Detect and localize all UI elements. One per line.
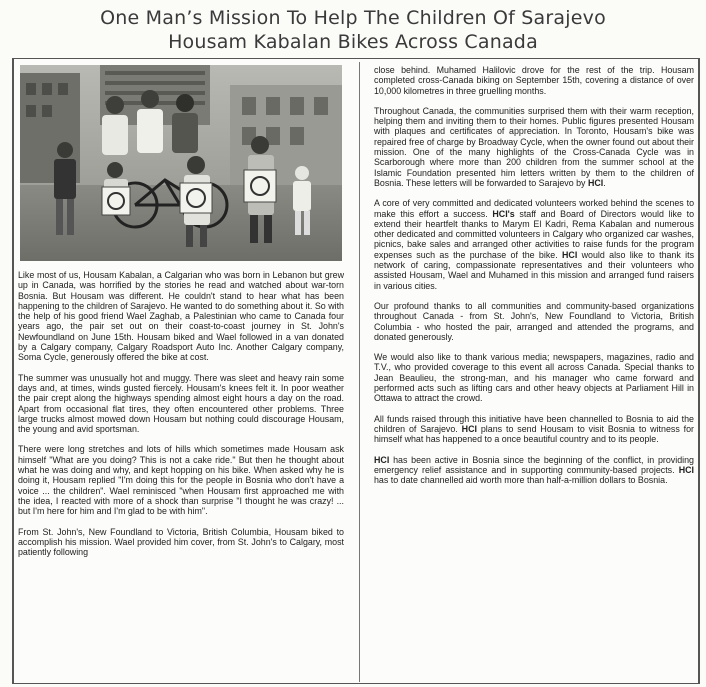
hci-name: HCI — [562, 249, 578, 260]
right-paragraph-3-text-c: would also like to thank its network of caring, compassionate representatives and their volunteers who assisted Housam, Wael and Muhamed in this mission and arranged fund raisers in various cities. — [374, 249, 695, 291]
right-paragraph-3 — [374, 198, 694, 291]
headline-line-1: One Man’s Mission To Help The Children Of Sarajevo — [100, 7, 606, 29]
column-divider — [359, 62, 360, 682]
hci-possessive: HCI's — [492, 208, 515, 219]
right-paragraph-7 — [374, 455, 694, 486]
left-paragraph-3: There were long stretches and lots of hills which sometimes made Housam ask himself "What are you doing? This is not a cake ride." But then he thought about what he was doing and why, and kept hopping on his bike. When asked why he is doing it, Housam replied "I'm doing this for the people in Bosnia who don't have a voice ... the children". Wael reminisced "when Housam first approached me with the idea, I reacted with more of a shock than surprise "I thought he was crazy! ... but I'm here for him and I'm glad to be with him". — [18, 444, 344, 517]
right-paragraph-3-text-b: staff and Board of Directors would like to extend their heartfelt thanks to Marym El Kadri, Rema Kabalan and numerous other dedicated and committed volunteers in Calgary who organized car washes, picnics, bake sales and arranged other activities to raise funds for the program expenses such as the purchase of the bike. — [374, 208, 694, 260]
hci-name: HCI — [678, 464, 694, 475]
right-paragraph-7-text-a: has been active in Bosnia since the beginning of the conflict, in providing emergency relief assistance and in supporting community-based projects. — [374, 454, 694, 475]
right-paragraph-1: close behind. Muhamed Halilovic drove for the rest of the trip. Housam completed cross-Canada biking on September 15th, covering a distance of over 10,000 kilometres in three gruelling months. — [374, 65, 694, 96]
hci-name: HCI — [374, 454, 390, 465]
right-paragraph-5: We would also like to thank various media; newspapers, magazines, radio and T.V., who provided coverage to this event all across Canada. Special thanks to Jean Beaulieu, the strong-man, and his manager who came forward and performed acts such as lifting cars and other heavy objects at Parliament Hill in Ottawa to attract the crowd. — [374, 352, 694, 404]
left-paragraph-2: The summer was unusually hot and muggy. There was sleet and heavy rain some days and, at times, winds gusted fiercely. Housam's knees felt it. In poor weather the pair crept along the highways spending almost eight hours a day on the road. Apart from occasional flat tires, they often encountered other problems. Three large trucks almost mowed down Housam but nothing could discourage Housam, the young and avid sportsman. — [18, 372, 344, 435]
left-column — [18, 270, 344, 557]
group-photo-image — [20, 65, 342, 261]
left-paragraph-1: Like most of us, Housam Kabalan, a Calgarian who was born in Lebanon but grew up in Canada, was horrified by the stories he read and watched about war-torn Bosnia. But Housam was different. He couldn't stand to hear what has been happening to the children of Sarajevo. He wanted to do something about it. So with the help of his good friend Wael Zaghab, a Palestinian who came to Canada four years ago, the pair set out on their coast-to-coast journey in St. John's Newfoundland on June 15th. Housam biked and Wael followed in a van donated by a Calgary company, Calgary Roadsport Auto Inc. Another Calgary company, Soma Cycle, generously offered the bike at cost. — [18, 270, 344, 363]
left-paragraph-4: From St. John's, New Foundland to Victoria, British Columbia, Housam biked to accomplish his mission. Wael provided him cover, from St. John's to Calgary, most patiently following — [18, 526, 344, 558]
headline — [0, 6, 706, 54]
right-paragraph-2-text: Throughout Canada, the communities surprised them with their warm reception, helping them and inviting them to their homes. Public figures presented Housam with plaques and certificates of appreciation. In Toronto, Housam's bike was repaired free of charge by Broadway Cycle, when the owner found out about their mission. One of the many highlights of the Cross-Canada Cycle was in Scarborough where more than 200 children from the summer school at the Islamic Foundation presented him letters written by them to the children of Bosnia. These letters will be forwarded to Sarajevo by — [374, 105, 694, 188]
right-paragraph-3-text-a: A core of very committed and dedicated volunteers worked behind the scenes to make this effort a success. — [374, 198, 694, 219]
right-paragraph-2-end: . — [603, 177, 606, 188]
hci-name: HCI — [587, 177, 604, 188]
right-paragraph-6-text-b: plans to send Housam to visit Bosnia to witness for himself what has happened to a once beautiful country and to its people. — [374, 423, 695, 445]
right-paragraph-2 — [374, 106, 694, 188]
group-photo — [20, 65, 342, 261]
hci-name: HCI — [461, 423, 477, 434]
right-paragraph-7-text-b: has to date channelled aid worth more than half-a-million dollars to Bosnia. — [374, 475, 668, 486]
right-paragraph-6-text-a: All funds raised through this initiative have been channelled to Bosnia to aid the children of Sarajevo. — [374, 413, 694, 434]
right-paragraph-6 — [374, 414, 694, 445]
right-paragraph-4: Our profound thanks to all communities and community-based organizations throughout Canada - from St. John's, New Foundland to Victoria, British Columbia - who hosted the pair, arranged and attended the programs, and donated generously. — [374, 300, 694, 342]
right-column — [374, 65, 694, 485]
headline-line-2: Housam Kabalan Bikes Across Canada — [168, 31, 538, 53]
